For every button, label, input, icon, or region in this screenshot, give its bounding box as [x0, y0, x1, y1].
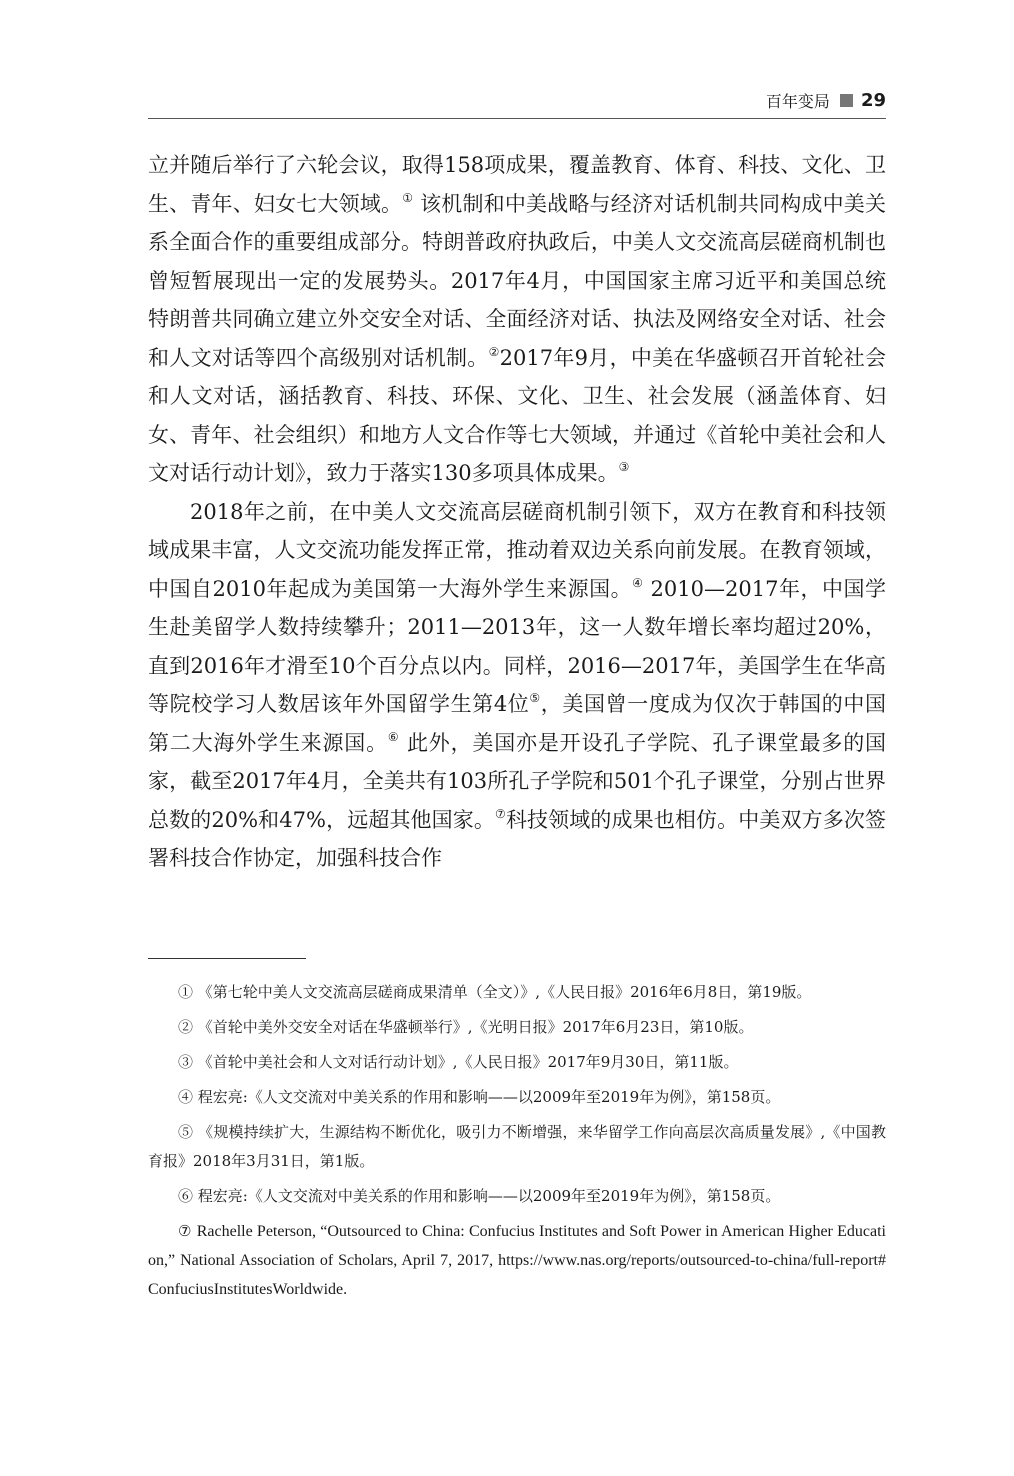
- footnote-text: 《第七轮中美人文交流高层磋商成果清单（全文）》,《人民日报》2016年6月8日，第19版。: [197, 983, 812, 1001]
- paragraph-2-text-a: 2018年之前，在中美人文交流高层磋商机制引领下，双方在教育和科技领域成果丰富，人文交流功能发挥正常，推动着双边关系向前发展。在教育领域，中国自2010年起成为美国第一大海外学生来源国。: [148, 499, 886, 601]
- footnotes: [148, 978, 886, 1310]
- footnote-3: [148, 1048, 886, 1077]
- footnote-ref-5[interactable]: ⑤: [529, 691, 541, 705]
- footnote-6: [148, 1182, 886, 1211]
- footnote-mark: ②: [178, 1018, 194, 1036]
- paragraph-2-text-e: 科技领域的成果也相仿。中美双方多次签署科技合作协定，加强科技合作: [148, 807, 886, 870]
- body-text: [148, 146, 886, 878]
- footnote-ref-6[interactable]: ⑥: [387, 729, 400, 744]
- footnote-1: [148, 978, 886, 1007]
- footnote-text: 程宏亮:《人文交流对中美关系的作用和影响——以2009年至2019年为例》，第158页。: [197, 1187, 781, 1205]
- footnote-mark: ③: [178, 1053, 194, 1071]
- footnote-5: [148, 1118, 886, 1176]
- paragraph-2-text-c: ，美国曾一度成为仅次于韩国的中国第二大海外学生来源国。: [148, 692, 887, 755]
- paragraph-2-text-b: 2010—2017年，中国学生赴美留学人数持续攀升；2011—2013年，这一人数年增长率均超过20%，直到2016年才滑至10个百分点以内。同样，2016—2017年，美国学生在华高等院校学习人数居该年外国留学生第4位: [148, 576, 886, 716]
- footnote-text: 《首轮中美外交安全对话在华盛顿举行》,《光明日报》2017年6月23日，第10版。: [197, 1018, 754, 1036]
- footnote-7: [148, 1217, 886, 1304]
- page-number: 29: [860, 89, 886, 111]
- footnote-text: 《规模持续扩大，生源结构不断优化，吸引力不断增强，来华留学工作向高层次高质量发展》,《中国教育报》2018年3月31日，第1版。: [148, 1123, 886, 1170]
- footnote-mark: ⑥: [178, 1187, 194, 1205]
- footnote-ref-1[interactable]: ①: [402, 190, 414, 205]
- footnote-4: [148, 1083, 886, 1112]
- footnote-ref-2[interactable]: ②: [488, 344, 500, 359]
- paragraph-2-text-d: 此外，美国亦是开设孔子学院、孔子课堂最多的国家，截至2017年4月，全美共有103所孔子学院和501个孔子课堂，分别占世界总数的20%和47%，远超其他国家。: [148, 730, 886, 832]
- footnote-text: 《首轮中美社会和人文对话行动计划》,《人民日报》2017年9月30日，第11版。: [197, 1053, 739, 1071]
- footnote-mark: ⑤: [178, 1123, 194, 1141]
- footnote-2: [148, 1013, 886, 1042]
- paragraph-1-text-b: 该机制和中美战略与经济对话机制共同构成中美关系全面合作的重要组成部分。特朗普政府执政后，中美人文交流高层磋商机制也曾短暂展现出一定的发展势头。2017年4月，中国国家主席习近平和美国总统特朗普共同确立建立外交安全对话、全面经济对话、执法及网络安全对话、社会和人文对话等四个高级别对话机制。: [148, 191, 886, 370]
- footnote-separator: [148, 958, 306, 959]
- paragraph-1: [148, 146, 886, 493]
- footnote-mark: ①: [178, 983, 194, 1001]
- paragraph-1-text-c: 2017年9月，中美在华盛顿召开首轮社会和人文对话，涵括教育、科技、环保、文化、卫生、社会发展（涵盖体育、妇女、青年、社会组织）和地方人文合作等七大领域，并通过《首轮中美社会和人文对话行动计划》，致力于落实130多项具体成果。: [148, 345, 886, 485]
- paragraph-1-text-a: 立并随后举行了六轮会议，取得158项成果，覆盖教育、体育、科技、文化、卫生、青年、妇女七大领域。: [148, 153, 886, 216]
- running-header: [148, 86, 886, 114]
- header-rule: [148, 118, 886, 119]
- footnote-text: 程宏亮:《人文交流对中美关系的作用和影响——以2009年至2019年为例》，第158页。: [197, 1088, 781, 1106]
- paragraph-2: [148, 493, 886, 878]
- footnote-ref-7[interactable]: ⑦: [495, 806, 506, 821]
- square-marker-icon: [840, 94, 853, 107]
- running-header-title: 百年变局: [765, 91, 830, 111]
- footnote-ref-4[interactable]: ④: [632, 575, 644, 590]
- footnote-mark: ⑦: [178, 1222, 192, 1240]
- footnote-mark: ④: [178, 1088, 194, 1106]
- footnote-text: Rachelle Peterson, “Outsourced to China: Confucius Institutes and Soft Power in American Higher Education,” National Association of Scholars, April 7, 2017, https://www.nas.org/reports/outsourced-to-china/full-report#ConfuciusInstitutesWorldwide.: [148, 1223, 886, 1298]
- footnote-ref-3[interactable]: ③: [618, 460, 630, 474]
